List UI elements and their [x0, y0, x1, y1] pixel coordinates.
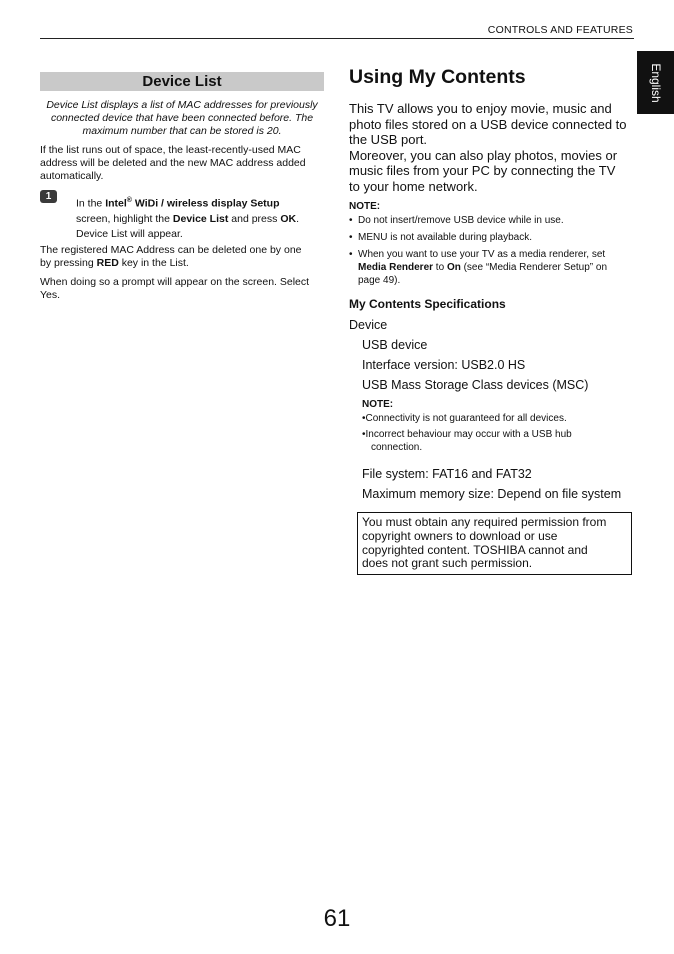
intro-line: photo files stored on a USB device connected to — [349, 116, 627, 132]
section-title: CONTROLS AND FEATURES — [487, 24, 633, 36]
mass-storage-class: USB Mass Storage Class devices (MSC) — [362, 378, 589, 392]
notice-line: copyrighted content. TOSHIBA cannot and — [362, 542, 588, 557]
device-list-heading-bar — [40, 72, 324, 91]
intro-paragraph — [349, 101, 639, 194]
specs-heading: My Contents Specifications — [349, 297, 506, 311]
max-memory-size: Maximum memory size: Depend on file system — [362, 487, 622, 501]
device-list-label: Device List — [172, 212, 229, 225]
note-text: Do not insert/remove USB device while in use. — [358, 215, 564, 226]
interface-version: Interface version: USB2.0 HS — [362, 358, 526, 372]
intro-line: the USB port. — [349, 132, 428, 147]
intro-line: connected device that have been connected before. The — [50, 112, 314, 124]
step-instructions — [76, 193, 326, 242]
note-item: • When you want to use your TV as a media renderer, set Media Renderer to On (see “Media Renderer Setup” on page 49). — [349, 248, 639, 287]
note-text: MENU is not available during playback. — [358, 232, 532, 243]
intro-line: This TV allows you to enjoy movie, music and — [349, 101, 612, 116]
notice-line: copyright owners to download or use — [362, 528, 558, 543]
note-text: page 49). — [358, 275, 401, 286]
prompt-paragraph — [40, 276, 330, 302]
paragraph-line: When doing so a prompt will appear on the screen. Select — [40, 276, 310, 288]
intro-line: Device List displays a list of MAC addresses for previously — [46, 99, 318, 111]
note-label: NOTE: — [349, 201, 381, 212]
note-item: • MENU is not available during playback. — [349, 232, 532, 243]
notice-line: does not grant such permission. — [362, 556, 533, 571]
step-number-icon: 1 — [40, 190, 57, 203]
header-rule — [40, 38, 634, 39]
note-label-2: NOTE: — [362, 399, 394, 410]
note-text: When you want to use your TV as a media renderer, set — [358, 249, 606, 260]
note-list-2 — [362, 412, 632, 454]
language-tab — [637, 51, 674, 114]
page-number: 61 — [323, 905, 351, 932]
step-line-2 — [76, 212, 326, 227]
note-text: •Incorrect behaviour may occur with a USB hub — [362, 429, 572, 440]
note-item: • Do not insert/remove USB device while in use. — [349, 215, 564, 226]
step-text: In the — [76, 197, 106, 210]
usb-device-label: USB device — [362, 338, 428, 352]
intro-line: to your home network. — [349, 178, 478, 194]
note-text — [358, 261, 639, 274]
ok-label: OK — [280, 212, 297, 225]
permission-notice-box — [357, 512, 632, 575]
list-full-paragraph — [40, 144, 330, 183]
media-renderer-label: Media Renderer — [358, 262, 434, 273]
language-tab-label: English — [648, 62, 663, 103]
red-key-label: RED — [96, 257, 119, 269]
file-system: File system: FAT16 and FAT32 — [362, 467, 532, 481]
intro-line: music files from your PC by connecting the TV — [349, 163, 616, 178]
page-title: Using My Contents — [349, 66, 526, 88]
paragraph-text: by pressing — [40, 257, 97, 269]
step-line-1 — [76, 193, 326, 212]
paragraph-line: address will be deleted and the new MAC address added — [40, 157, 306, 169]
step-text: and press — [228, 212, 281, 225]
step-text: screen, highlight the — [76, 212, 173, 225]
on-label: On — [446, 262, 461, 273]
device-label: Device — [349, 318, 388, 332]
step-line-3: Device List will appear. — [76, 227, 183, 240]
note-text: to — [433, 262, 447, 273]
step-text: . — [296, 212, 299, 225]
delete-paragraph — [40, 244, 330, 270]
paragraph-text: key in the List. — [118, 257, 189, 269]
intel-label: Intel — [105, 197, 127, 210]
note-list — [349, 214, 639, 287]
intro-line: Moreover, you can also play photos, movies or — [349, 147, 618, 163]
note-text: •Connectivity is not guaranteed for all devices. — [362, 413, 567, 424]
widi-setup-label: WiDi / wireless display Setup — [131, 197, 280, 210]
note-text: connection. — [371, 442, 423, 453]
paragraph-line: automatically. — [40, 170, 104, 182]
device-list-intro — [40, 99, 324, 138]
notice-line: You must obtain any required permission from — [362, 515, 607, 529]
paragraph-line — [40, 257, 330, 270]
registered-mark: ® — [126, 197, 132, 204]
paragraph-line: Yes. — [40, 289, 61, 301]
paragraph-line: The registered MAC Address can be deleted one by one — [40, 244, 302, 256]
device-list-heading: Device List — [142, 73, 222, 90]
intro-line: maximum number that can be stored is 20. — [82, 125, 282, 137]
paragraph-line: If the list runs out of space, the least-recently-used MAC — [40, 144, 301, 156]
note-text: (see “Media Renderer Setup” on — [460, 262, 608, 273]
